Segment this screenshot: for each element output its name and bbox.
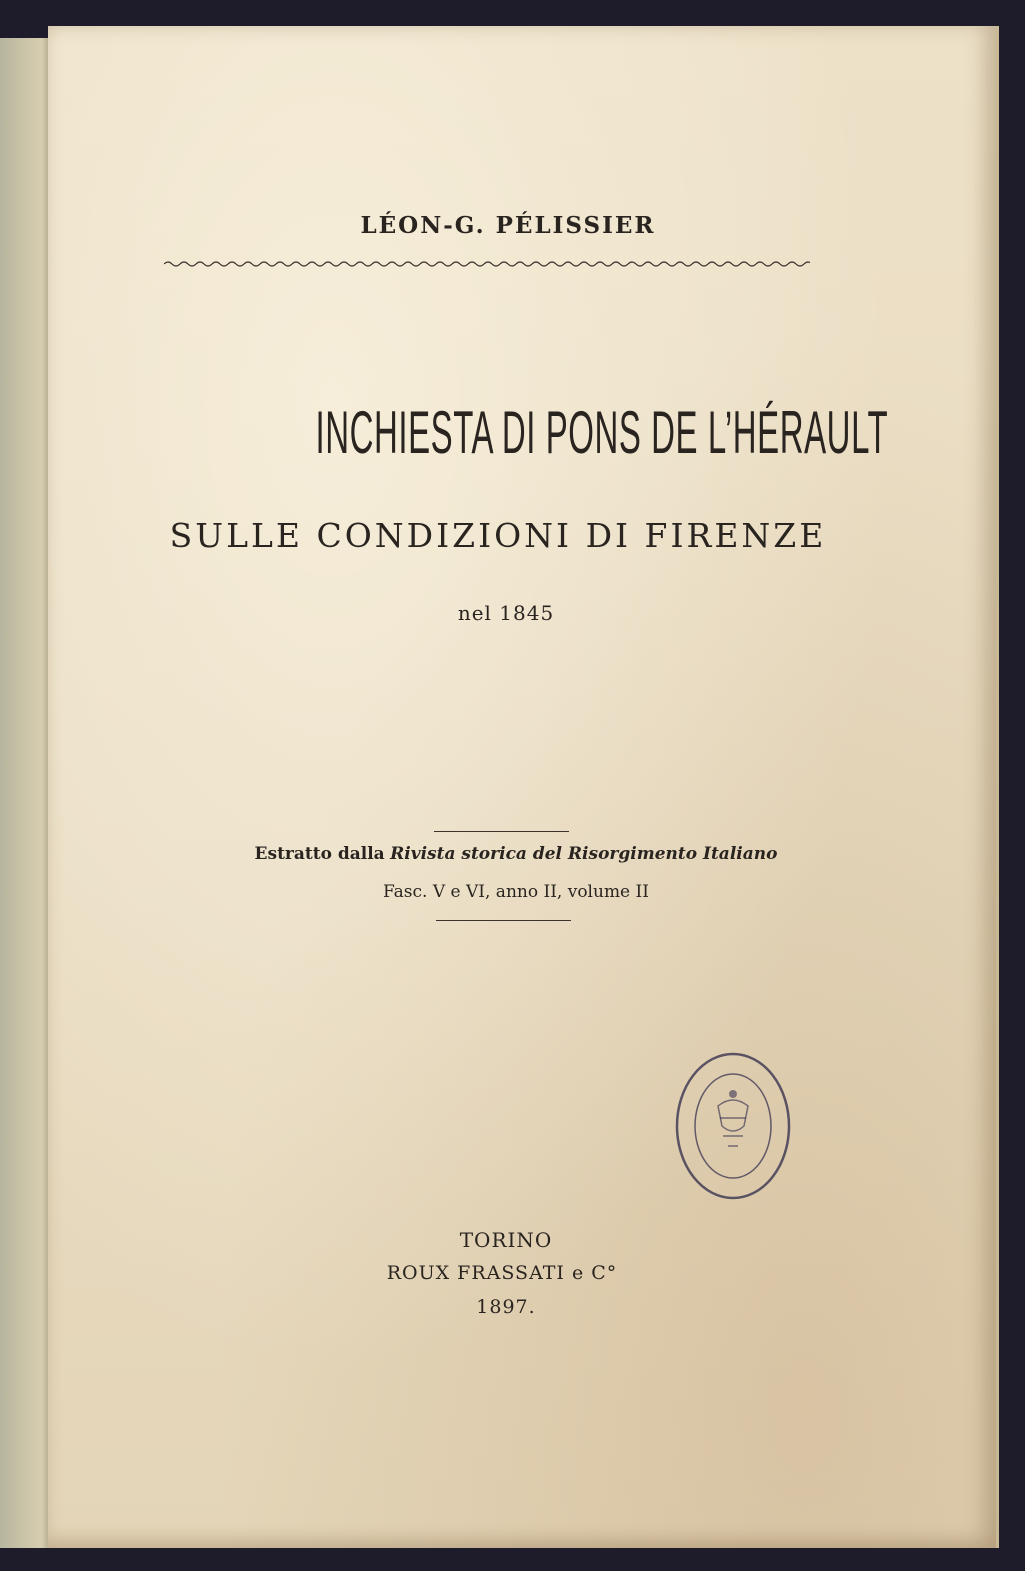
title-line-2: SULLE CONDIZIONI DI FIRENZE — [169, 516, 827, 555]
rule-above-extract — [434, 831, 569, 832]
rule-below-extract — [436, 920, 571, 921]
issue-info: Fasc. V e VI, anno II, volume II — [383, 882, 649, 902]
title-page — [48, 26, 999, 1548]
title-line-1: INCHIESTA DI PONS DE L’HÉRAULT — [315, 399, 889, 466]
wavy-divider — [164, 254, 810, 282]
title-year: nel 1845 — [457, 601, 555, 625]
previous-page-edge — [0, 38, 54, 1548]
imprint-city: TORINO — [459, 1228, 553, 1252]
extract-prefix: Estratto dalla — [254, 844, 385, 864]
imprint-year: 1897. — [476, 1296, 536, 1318]
imprint-publisher: ROUX FRASSATI e C° — [386, 1262, 618, 1284]
journal-title: Rivista storica del Risorgimento Italiano — [390, 844, 778, 864]
library-stamp-icon — [668, 1046, 798, 1206]
author-name: LÉON-G. PÉLISSIER — [360, 212, 656, 239]
extract-note — [166, 844, 866, 864]
